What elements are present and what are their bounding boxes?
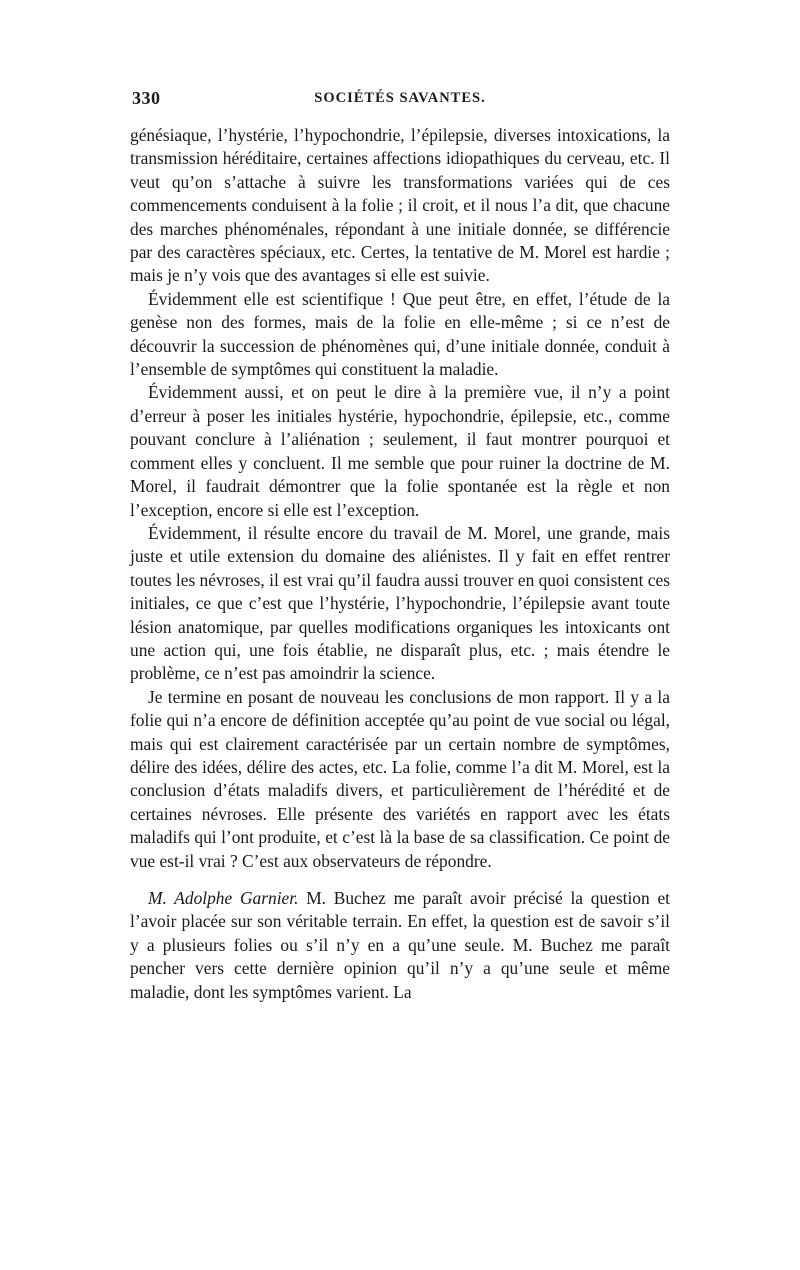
paragraph-continuation: génésiaque, l’hystérie, l’hypochondrie, l’épilepsie, diverses intoxications, la transmission héréditaire, certaines affections idiopathiques du cerveau, etc. Il veut qu’on s’attache à suivre les transformations variées qui de ces commencements conduisent à la folie ; il croit, et il nous l’a dit, que chacune des marches phénoménales, répondant à une initiale donnée, se différencie par des caractères spéciaux, etc. Certes, la tentative de M. Morel est hardie ; mais je n’y vois que des avantages si elle est suivie.	[130, 125, 670, 286]
page-number: 330	[132, 88, 161, 108]
speaker-name: M. Adolphe Garnier.	[148, 888, 299, 908]
paragraph-garnier	[130, 887, 670, 1004]
paragraph-extension: Évidemment, il résulte encore du travail de M. Morel, une grande, mais juste et utile extension du domaine des aliénistes. Il y fait en effet rentrer toutes les névroses, il est vrai qu’il faudra aussi trouver en quoi consistent ces initiales, ce que c’est que l’hystérie, l’hypochondrie, l’épilepsie avant toute lésion anatomique, par quelles modifications organiques les intoxicants ont une action qui, une fois établie, ne disparaît plus, etc. ; mais étendre le problème, ce n’est pas amoindrir la science.	[130, 522, 670, 684]
paragraph-initials: Évidemment aussi, et on peut le dire à la première vue, il n’y a point d’erreur à poser les initiales hystérie, hypochondrie, épilepsie, etc., comme pouvant conclure à l’aliénation ; seulement, il faut montrer pourquoi et comment elles y concluent. Il me semble que pour ruiner la doctrine de M. Morel, il faudrait démontrer que la folie spontanée est la règle et non l’exception, encore si elle est l’exception.	[130, 382, 670, 520]
paragraph-scientific: Évidemment elle est scientifique ! Que peut être, en effet, l’étude de la genèse non des formes, mais de la folie en elle-même ; si ce n’est de découvrir la succession de phénomènes qui, d’une initiale donnée, conduit à l’ensemble de symptômes qui constituent la maladie.	[130, 288, 670, 380]
running-title: SOCIÉTÉS SAVANTES.	[314, 90, 486, 106]
book-page	[130, 88, 670, 1004]
speaker-remarks: M. Buchez me paraît avoir précisé la question et l’avoir placée sur son véritable terrain. En effet, la question est de savoir s’il y a plusieurs folies ou s’il n’y en a qu’une seule. M. Buchez me paraît pencher vers cette dernière opinion qu’il n’y a qu’une seule et même maladie, dont les symptômes varient. La	[130, 888, 670, 1002]
paragraph-conclusions: Je termine en posant de nouveau les conclusions de mon rapport. Il y a la folie qui n’a encore de définition acceptée qu’au point de vue social ou légal, mais qui est clairement caractérisée par un certain nombre de symptômes, délire des idées, délire des actes, etc. La folie, comme l’a dit M. Morel, est la conclusion d’états maladifs divers, et particulièrement de l’hérédité et de certaines névroses. Elle présente des variétés en rapport avec les états maladifs qui l’ont produite, et c’est là la base de sa classification. Ce point de vue est-il vrai ? C’est aux observateurs de répondre.	[130, 686, 670, 871]
running-header	[130, 88, 670, 118]
